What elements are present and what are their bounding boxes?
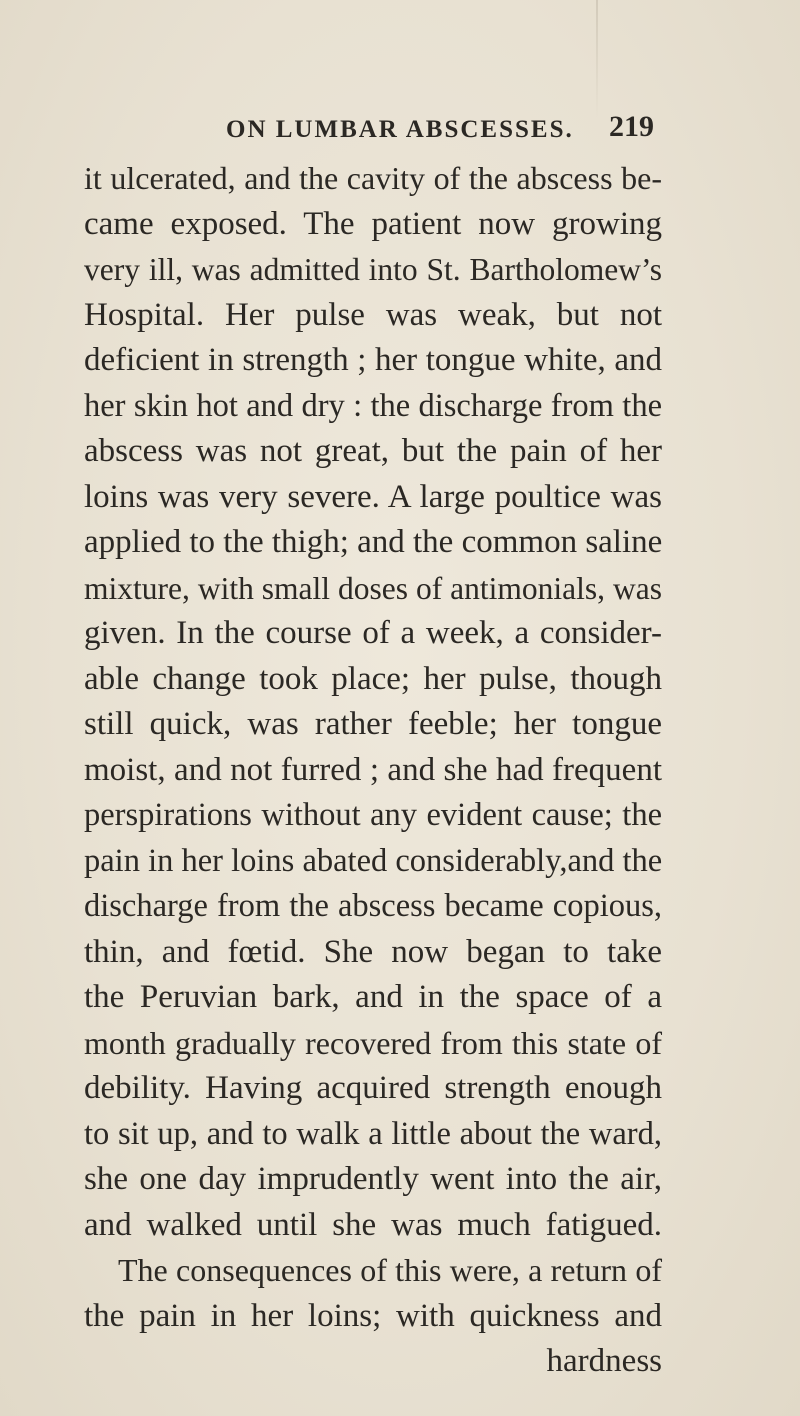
text-line: thin, and fœtid. She now began to take — [84, 933, 662, 970]
text-line: pain in her loins abated considerably,and the — [84, 842, 663, 879]
text-line: came exposed. The patient now growing — [84, 205, 662, 242]
text-line: loins was very severe. A large poultice was — [84, 478, 662, 515]
text-line: the Peruvian bark, and in the space of a — [84, 979, 662, 1015]
text-line: and walked until she was much fatigued. — [84, 1206, 662, 1243]
text-line: applied to the thigh; and the common saline — [84, 524, 663, 560]
text-line: it ulcerated, and the cavity of the abscess be- — [84, 160, 662, 196]
page-number: 219 — [609, 110, 654, 143]
text-line: Hospital. Her pulse was weak, but not — [84, 296, 662, 333]
text-line: moist, and not furred ; and she had frequent — [84, 751, 662, 788]
text-line: debility. Having acquired strength enough — [84, 1070, 662, 1106]
text-line: her skin hot and dry : the discharge from the — [84, 387, 662, 424]
text-line: still quick, was rather feeble; her tongue — [84, 706, 662, 742]
text-line: very ill, was admitted into St. Bartholomew’s — [84, 252, 662, 287]
text-line: perspirations without any evident cause; the — [84, 797, 662, 833]
running-title: ON LUMBAR ABSCESSES. — [226, 116, 574, 143]
text-line: abscess was not great, but the pain of her — [84, 433, 662, 469]
text-line: mixture, with small doses of antimonials, was — [84, 570, 662, 606]
text-line: to sit up, and to walk a little about the ward, — [84, 1115, 662, 1152]
catchword: hardness — [546, 1343, 662, 1379]
body-text — [84, 156, 662, 1385]
text-line: deficient in strength ; her tongue white, and — [84, 342, 662, 378]
text-line: month gradually recovered from this state of — [84, 1024, 662, 1061]
page-crease — [596, 0, 598, 120]
text-line: able change took place; her pulse, though — [84, 660, 662, 697]
text-line: given. In the course of a week, a consider- — [84, 615, 662, 651]
text-line: she one day imprudently went into the air, — [84, 1161, 662, 1197]
text-line: The consequences of this were, a return of — [118, 1252, 662, 1288]
text-line: discharge from the abscess became copious, — [84, 888, 662, 924]
running-head — [226, 110, 658, 150]
text-line: the pain in her loins; with quickness and — [84, 1297, 662, 1334]
